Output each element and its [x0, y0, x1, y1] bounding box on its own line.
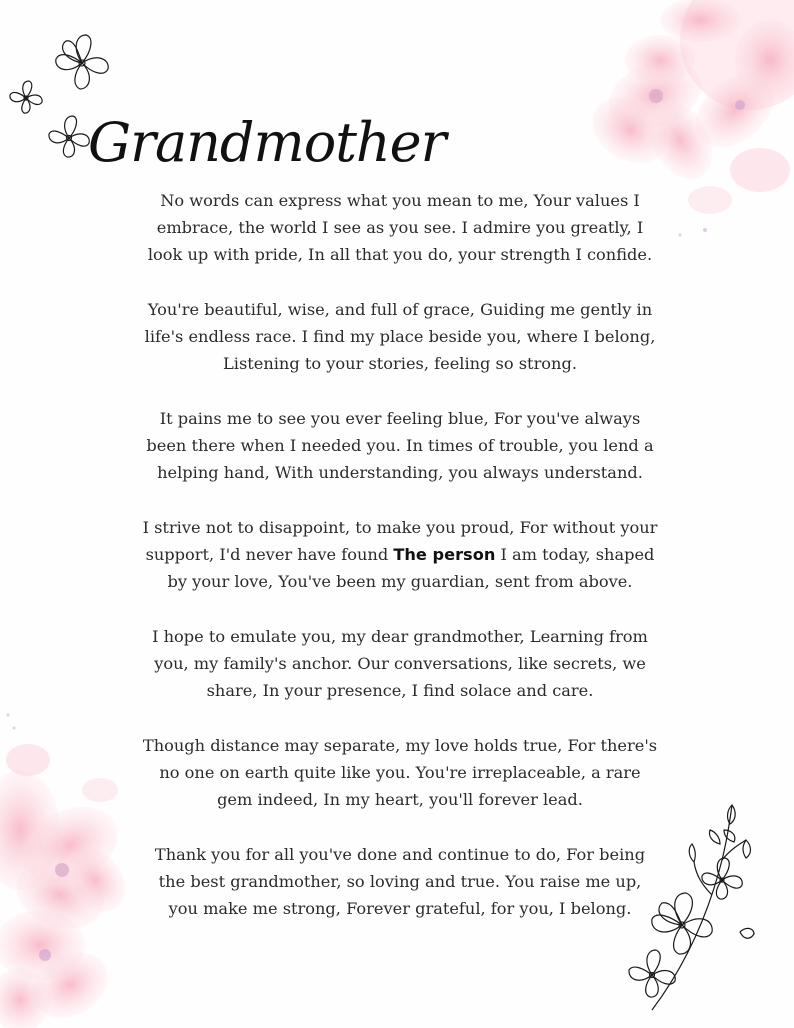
emphasized-text: The person	[393, 545, 496, 565]
poem-line: Thank you for all you've done and continue to do, For being	[154, 845, 646, 864]
poem-line: been there when I needed you. In times of trouble, you lend a	[146, 436, 654, 456]
stanza-1	[120, 187, 680, 269]
poem-line: you, my family's anchor. Our conversations, like secrets, we	[154, 654, 646, 674]
poem-line: You're beautiful, wise, and full of grace, Guiding me gently in	[147, 300, 653, 319]
poem-line: by your love, You've been my guardian, sent from above.	[167, 572, 633, 592]
poem-line	[120, 541, 680, 568]
poem-line: no one on earth quite like you. You're irreplaceable, a rare	[159, 763, 641, 783]
poem-text: support, I'd never have found	[145, 545, 394, 565]
stanza-3	[120, 405, 680, 487]
poem-line: embrace, the world I see as you see. I admire you greatly, I	[156, 218, 644, 238]
poem-line: gem indeed, In my heart, you'll forever lead.	[217, 790, 583, 810]
stanza-4	[120, 514, 680, 596]
poem-line: helping hand, With understanding, you always understand.	[157, 463, 643, 483]
poem-line: No words can express what you mean to me, Your values I	[160, 191, 640, 210]
poem-line: share, In your presence, I find solace and care.	[206, 681, 594, 701]
poem-line: I hope to emulate you, my dear grandmother, Learning from	[152, 627, 648, 646]
poem-line: I strive not to disappoint, to make you proud, For without your	[142, 518, 658, 537]
stanza-7	[120, 841, 680, 923]
stanza-2	[120, 296, 680, 378]
poem-line: It pains me to see you ever feeling blue, For you've always	[159, 409, 641, 428]
poem-text: I am today, shaped	[495, 545, 655, 565]
poem-line: Listening to your stories, feeling so strong.	[223, 354, 577, 374]
poem-line: the best grandmother, so loving and true. You raise me up,	[158, 872, 642, 892]
poem-title: Grandmother	[88, 111, 446, 174]
poem-body	[120, 187, 680, 950]
poem-line: look up with pride, In all that you do, your strength I confide.	[147, 245, 653, 265]
stanza-5	[120, 623, 680, 705]
stanza-6	[120, 732, 680, 814]
poem-line: you make me strong, Forever grateful, for you, I belong.	[168, 899, 632, 919]
poem-line: life's endless race. I find my place beside you, where I belong,	[144, 327, 656, 347]
poem-line: Though distance may separate, my love holds true, For there's	[142, 736, 658, 755]
